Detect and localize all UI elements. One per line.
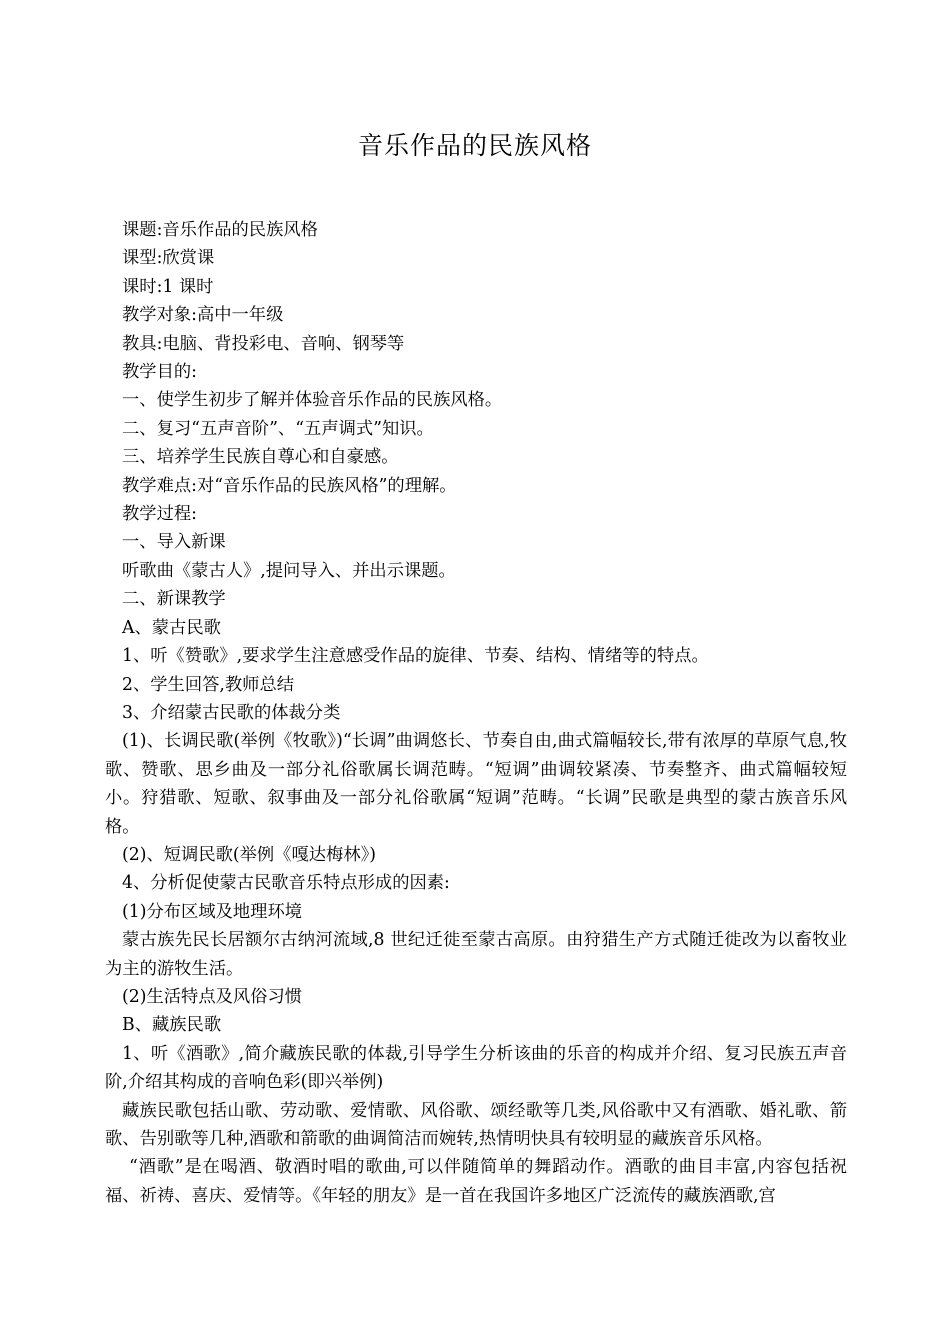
paragraph-mongolian-4: 4、分析促使蒙古民歌音乐特点形成的因素: xyxy=(122,873,450,894)
paragraph-objectives-heading: 教学目的: xyxy=(122,362,197,383)
paragraph-class-hours: 课时:1 课时 xyxy=(122,276,214,297)
paragraph-region-body: 蒙古族先民长居额尔古纳河流域,8 世纪迁徙至蒙古高原。由狩猎生产方式随迁徙改为以畜牧业为主的游牧生活。 xyxy=(105,930,847,979)
paragraph-audience: 教学对象:高中一年级 xyxy=(122,305,284,326)
paragraph-objective-1: 一、使学生初步了解并体验音乐作品的民族风格。 xyxy=(122,390,503,411)
paragraph-customs-heading: (2)生活特点及风俗习惯 xyxy=(122,986,303,1007)
paragraph-intro: 听歌曲《蒙古人》,提问导入、并出示课题。 xyxy=(122,560,456,581)
paragraph-topic: 课题:音乐作品的民族风格 xyxy=(122,220,318,240)
paragraph-region-heading: (1)分布区域及地理环境 xyxy=(122,901,303,922)
document-title: 音乐作品的民族风格 xyxy=(357,131,592,160)
paragraph-long-song: (1)、长调民歌(举例《牧歌》)“长调”曲调悠长、节奏自由,曲式篇幅较长,带有浓厚的草原气息,牧歌、赞歌、思乡曲及一部分礼俗歌属长调范畴。“短调”曲调较紧凑、节奏整齐、曲式篇幅较短小。狩猎歌、短歌、叙事曲及一部分礼俗歌属“短调”范畴。“长调”民歌是典型的蒙古族音乐风格。 xyxy=(105,731,847,837)
paragraph-process-heading: 教学过程: xyxy=(122,504,197,525)
paragraph-objective-3: 三、培养学生民族自尊心和自豪感。 xyxy=(122,447,399,468)
paragraph-section-1: 一、导入新课 xyxy=(122,532,226,553)
paragraph-mongolian-3: 3、介绍蒙古民歌的体裁分类 xyxy=(122,702,341,723)
paragraph-tibetan-heading: B、藏族民歌 xyxy=(122,1015,222,1036)
paragraph-lesson-type: 课型:欣赏课 xyxy=(122,248,215,269)
paragraph-mongolian-heading: A、蒙古民歌 xyxy=(122,617,221,638)
paragraph-section-2: 二、新课教学 xyxy=(122,589,226,610)
document-body xyxy=(105,216,847,1210)
paragraph-tibetan-1: 1、听《酒歌》,简介藏族民歌的体裁,引导学生分析该曲的乐音的构成并介绍、复习民族五声音阶,介绍其构成的音响色彩(即兴举例) xyxy=(105,1043,847,1093)
paragraph-teaching-aids: 教具:电脑、背投彩电、音响、钢琴等 xyxy=(122,333,405,354)
paragraph-mongolian-1: 1、听《赞歌》,要求学生注意感受作品的旋律、节奏、结构、情绪等的特点。 xyxy=(122,646,709,667)
paragraph-tibetan-genres: 藏族民歌包括山歌、劳动歌、爱情歌、风俗歌、颂经歌等几类,风俗歌中又有酒歌、婚礼歌、箭歌、告别歌等几种,酒歌和箭歌的曲调简洁而婉转,热情明快具有较明显的藏族音乐风格。 xyxy=(105,1100,847,1149)
paragraph-difficulty: 教学难点:对“音乐作品的民族风格”的理解。 xyxy=(122,475,457,496)
paragraph-short-song: (2)、短调民歌(举例《嘎达梅林》) xyxy=(122,844,376,865)
paragraph-drinking-song: “酒歌”是在喝酒、敬酒时唱的歌曲,可以伴随简单的舞蹈动作。酒歌的曲目丰富,内容包括祝福、祈祷、喜庆、爱情等。《年轻的朋友》是一首在我国许多地区广泛流传的藏族酒歌,宫 xyxy=(105,1157,847,1206)
paragraph-objective-2: 二、复习“五声音阶”、“五声调式”知识。 xyxy=(122,418,434,439)
paragraph-mongolian-2: 2、学生回答,教师总结 xyxy=(122,674,295,695)
